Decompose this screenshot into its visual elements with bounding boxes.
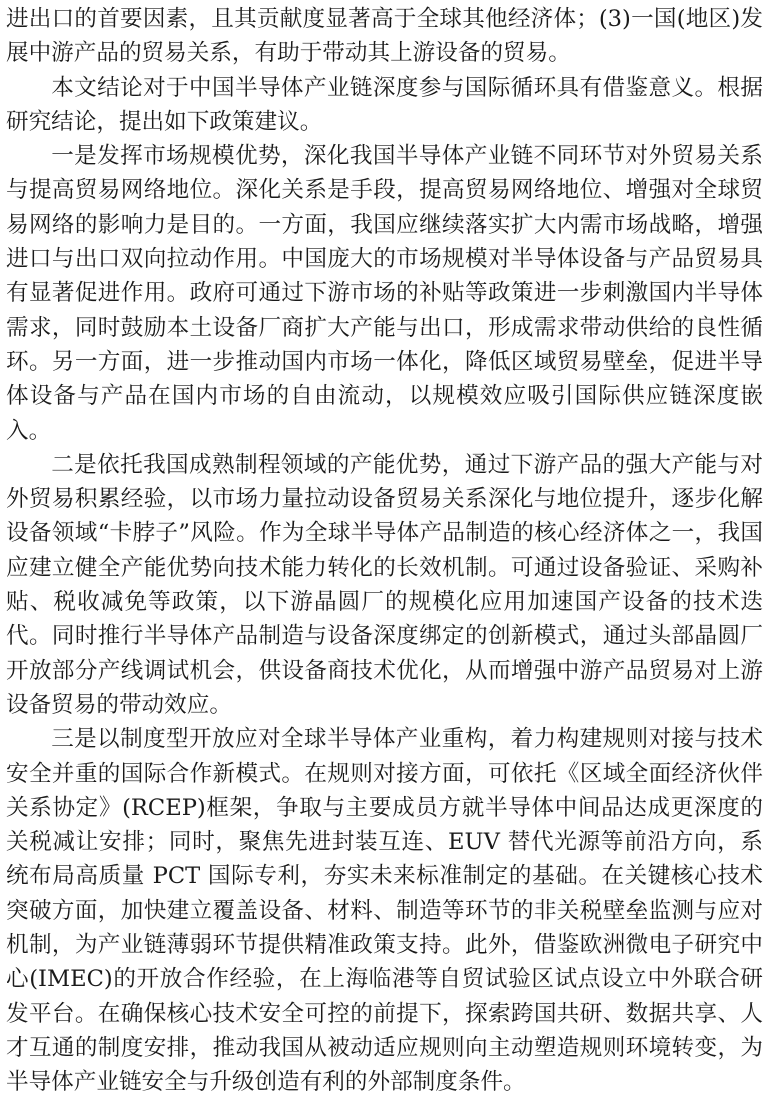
paragraph-conclusion-intro: 本文结论对于中国半导体产业链深度参与国际循环具有借鉴意义。根据研究结论，提出如下政策建议。 xyxy=(6,74,763,135)
paragraph-recommendation-2: 二是依托我国成熟制程领域的产能优势，通过下游产品的强大产能与对外贸易积累经验，以市场力量拉动设备贸易关系深化与地位提升，逐步化解设备领域“卡脖子”风险。作为全球半导体产品制造的核心经济体之一，我国应建立健全产能优势向技术能力转化的长效机制。可通过设备验证、采购补贴、税收减免等政策，以下游晶圆厂的规模化应用加速国产设备的技术迭代。同时推行半导体产品制造与设备深度绑定的创新模式，通过头部晶圆厂开放部分产线调试机会，供设备商技术优化，从而增强中游产品贸易对上游设备贸易的带动效应。 xyxy=(6,451,763,718)
document-page xyxy=(6,2,763,1100)
paragraph-recommendation-3: 三是以制度型开放应对全球半导体产业重构，着力构建规则对接与技术安全并重的国际合作新模式。在规则对接方面，可依托《区域全面经济伙伴关系协定》(RCEP)框架，争取与主要成员方就半导体中间品达成更深度的关税减让安排；同时，聚焦先进封装互连、EUV 替代光源等前沿方向，系统布局高质量 PCT 国际专利，夯实未来标准制定的基础。在关键核心技术突破方面，加快建立覆盖设备、材料、制造等环节的非关税壁垒监测与应对机制，为产业链薄弱环节提供精准政策支持。此外，借鉴欧洲微电子研究中心(IMEC)的开放合作经验，在上海临港等自贸试验区试点设立中外联合研发平台。在确保核心技术安全可控的前提下，探索跨国共研、数据共享、人才互通的制度安排，推动我国从被动适应规则向主动塑造规则环境转变，为半导体产业链安全与升级创造有利的外部制度条件。 xyxy=(6,726,763,1096)
paragraph-continuation: 进出口的首要因素，且其贡献度显著高于全球其他经济体；(3)一国(地区)发展中游产品的贸易关系，有助于带动其上游设备的贸易。 xyxy=(6,6,763,67)
paragraph-recommendation-1: 一是发挥市场规模优势，深化我国半导体产业链不同环节对外贸易关系与提高贸易网络地位。深化关系是手段，提高贸易网络地位、增强对全球贸易网络的影响力是目的。一方面，我国应继续落实扩大内需市场战略，增强进口与出口双向拉动作用。中国庞大的市场规模对半导体设备与产品贸易具有显著促进作用。政府可通过下游市场的补贴等政策进一步刺激国内半导体需求，同时鼓励本土设备厂商扩大产能与出口，形成需求带动供给的良性循环。另一方面，进一步推动国内市场一体化，降低区域贸易壁垒，促进半导体设备与产品在国内市场的自由流动，以规模效应吸引国际供应链深度嵌入。 xyxy=(6,143,763,444)
